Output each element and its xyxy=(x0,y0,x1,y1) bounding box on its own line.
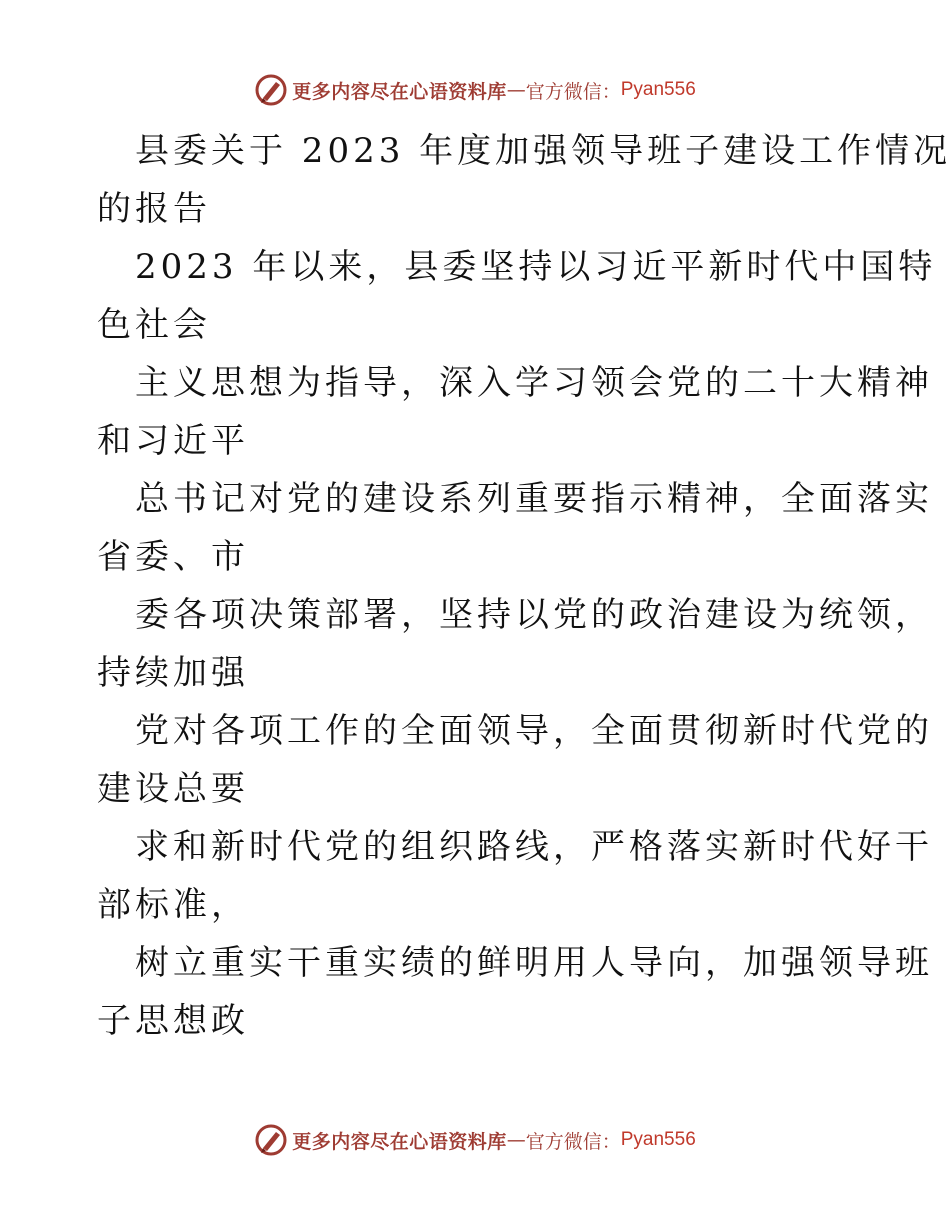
banner-sub-text: 官方微信： xyxy=(525,80,621,103)
pen-logo-icon xyxy=(254,73,288,107)
text-line: 2023 年以来，县委坚持以习近平新时代中国特 xyxy=(135,247,937,287)
text-line: 县委关于 2023 年度加强领导班子建设工作情况 xyxy=(135,131,951,171)
banner-wechat-id: Pyan556 xyxy=(620,79,696,100)
banner-wechat-id: Pyan556 xyxy=(620,1129,696,1150)
text-line: 树立重实干重实绩的鲜明用人导向，加强领导班 xyxy=(135,943,933,983)
text-line: 的报告 xyxy=(97,189,211,229)
text-line: 建设总要 xyxy=(97,769,249,809)
text-line: 求和新时代党的组织路线，严格落实新时代好干 xyxy=(135,827,933,867)
footer-watermark-banner xyxy=(0,1120,950,1160)
text-line: 主义思想为指导，深入学习领会党的二十大精神 xyxy=(135,363,933,403)
text-line: 总书记对党的建设系列重要指示精神，全面落实 xyxy=(135,479,933,519)
text-line: 持续加强 xyxy=(97,653,249,693)
text-line: 和习近平 xyxy=(97,421,249,461)
banner-main-text: 更多内容尽在心语资料库 xyxy=(292,80,507,103)
text-line: 子思想政 xyxy=(97,1001,249,1041)
banner-dash: — xyxy=(506,1129,526,1151)
header-watermark-banner xyxy=(0,70,950,110)
text-line: 委各项决策部署，坚持以党的政治建设为统领， xyxy=(135,595,933,635)
text-line: 省委、市 xyxy=(97,537,249,577)
banner-dash: — xyxy=(506,79,526,101)
banner-sub-text: 官方微信： xyxy=(525,1130,621,1153)
text-line: 色社会 xyxy=(97,305,211,345)
text-line: 部标准， xyxy=(97,885,249,925)
document-body xyxy=(97,122,951,1050)
banner-main-text: 更多内容尽在心语资料库 xyxy=(292,1130,507,1153)
text-line: 党对各项工作的全面领导，全面贯彻新时代党的 xyxy=(135,711,933,751)
pen-logo-icon xyxy=(254,1123,288,1157)
